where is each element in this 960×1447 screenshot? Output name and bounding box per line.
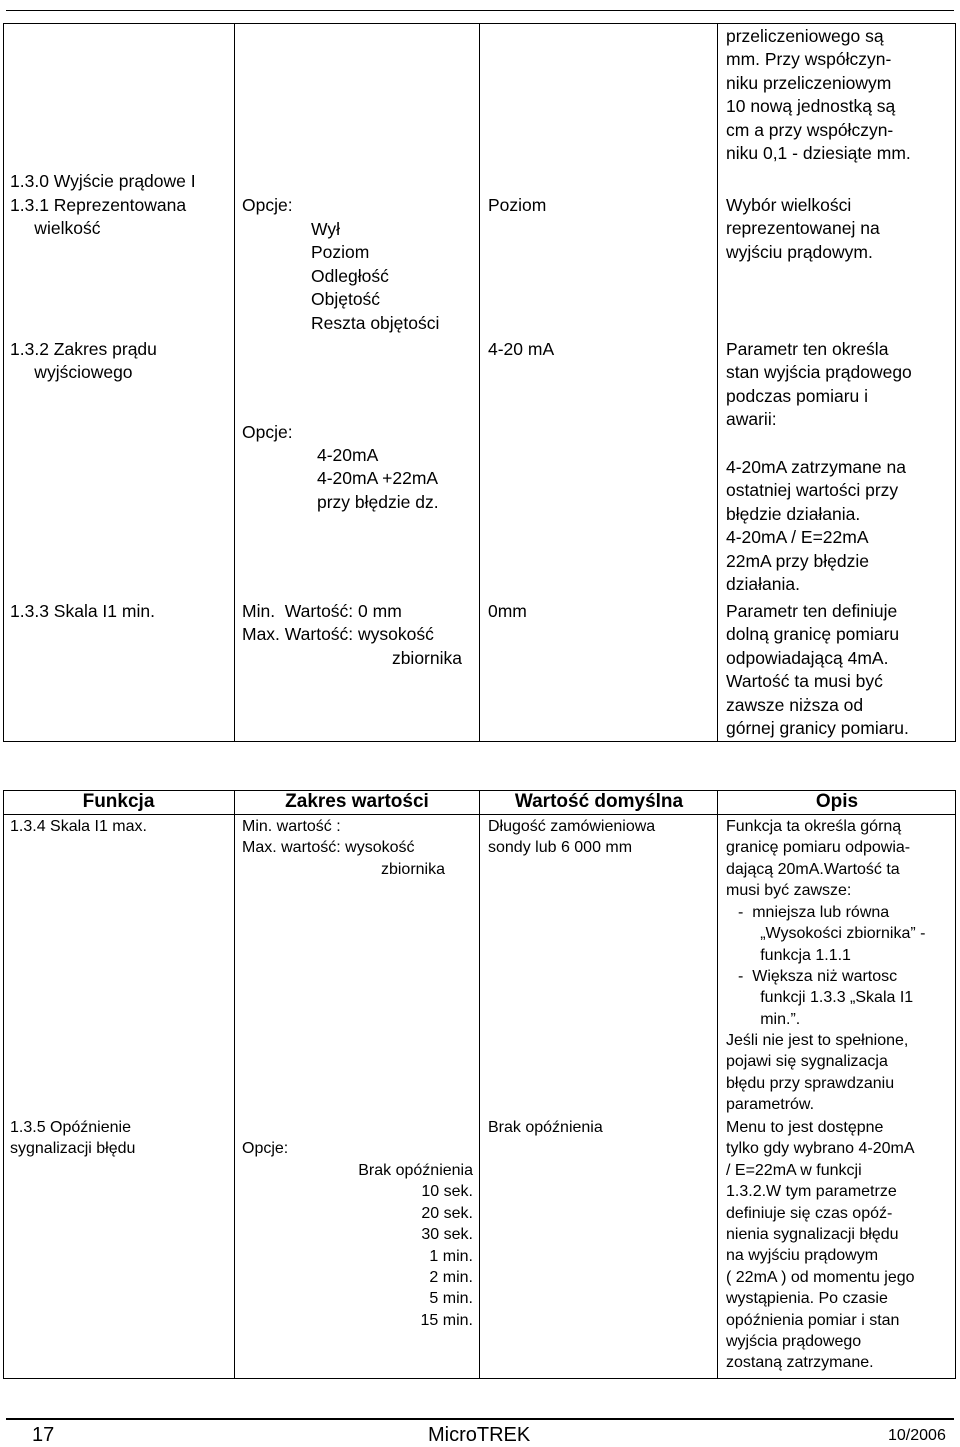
func-1-3-5: 1.3.5 Opóźnienie sygnalizacji błędu: [10, 1119, 136, 1158]
range-1-3-3: Min. Wartość: 0 mm Max. Wartość: wysokość: [242, 601, 434, 645]
default-1-3-5: Brak opóźnienia: [488, 1119, 603, 1136]
func-1-3-2: 1.3.2 Zakres prądu wyjściowego: [10, 339, 157, 383]
range-options-1-3-1: Wył Poziom Odległość Objętość Reszta objętości: [311, 219, 440, 333]
header-range: Zakres wartości: [285, 791, 429, 812]
range-options-1-3-2: 4-20mA 4-20mA +22mA przy błędzie dz.: [317, 445, 439, 512]
default-1-3-4: Długość zamówieniowa sondy lub 6 000 mm: [488, 818, 656, 857]
func-1-3-3: 1.3.3 Skala I1 min.: [10, 601, 155, 621]
range-1-3-4-tail: zbiornika: [380, 861, 445, 878]
top-rule: [6, 10, 954, 11]
desc-1-3-4-bullet-1: - mniejsza lub równa „Wysokości zbiornika” - funkcja 1.1.1: [738, 904, 926, 964]
desc-1-3-2-intro: Parametr ten określa stan wyjścia prądowego podczas pomiaru i awarii:: [726, 339, 912, 430]
func-1-3-1: 1.3.1 Reprezentowana wielkość: [10, 195, 187, 239]
brand-name: MicroTREK: [428, 1424, 531, 1446]
desc-1-3-4-outro: Jeśli nie jest to spełnione, pojawi się sygnalizacja błędu przy sprawdzaniu parametrów.: [726, 1032, 909, 1114]
range-label-1-3-2: Opcje:: [242, 422, 293, 442]
func-1-3-4: 1.3.4 Skala I1 max.: [10, 818, 147, 835]
desc-1-3-4-intro: Funkcja ta określa górną granicę pomiaru odpowia- dającą 20mA.Wartość ta musi być zawsze:: [726, 818, 911, 900]
body-cell-default: [480, 815, 718, 1379]
desc-1-3-4-bullet-2: - Większa niż wartosc funkcji 1.3.3 „Skala I1 min.”.: [738, 968, 914, 1028]
page-number: 17: [32, 1424, 55, 1446]
desc-continued: przeliczeniowego są mm. Przy współczyn- niku przeliczeniowym 10 nową jednostką są cm a przy współczyn- niku 0,1 - dziesiąte mm.: [726, 26, 911, 164]
col-default: [480, 24, 718, 742]
desc-1-3-1: Wybór wielkości reprezentowanej na wyjściu prądowym.: [726, 195, 880, 262]
desc-1-3-3: Parametr ten definiuje dolną granicę pomiaru odpowiadającą 4mA. Wartość ta musi być zawsze niższa od górnej granicy pomiaru.: [726, 601, 909, 739]
header-default: Wartość domyślna: [514, 791, 684, 812]
footer-rule: [6, 1418, 954, 1420]
range-label-1-3-1: Opcje:: [242, 195, 293, 215]
range-options-1-3-5: Brak opóźnienia 10 sek. 20 sek. 30 sek. 1 min. 2 min. 5 min. 15 min.: [358, 1162, 473, 1329]
range-label-1-3-5: Opcje:: [242, 1140, 289, 1157]
default-1-3-3: 0mm: [488, 601, 527, 621]
section-heading: 1.3.0 Wyjście prądowe I: [10, 171, 196, 191]
issue-date: 10/2006: [888, 1427, 946, 1444]
range-1-3-3-tail: zbiornika: [391, 648, 462, 668]
body-cell-function: [4, 815, 235, 1379]
desc-1-3-2-details: 4-20mA zatrzymane na ostatniej wartości przy błędzie działania. 4-20mA / E=22mA 22mA przy błędzie działania.: [726, 457, 906, 595]
header-function: Funkcja: [82, 791, 155, 812]
desc-1-3-5: Menu to jest dostępne tylko gdy wybrano 4-20mA / E=22mA w funkcji 1.3.2.W tym parametrze definiuje się czas opóź- nienia sygnalizacji błędu na wyjściu prądowym ( 22mA ) od momentu jego wystąpienia. Po czasie opóźnienia pomiar i stan wyjścia prądowego zostaną zatrzymane.: [726, 1119, 915, 1372]
header-description: Opis: [815, 791, 859, 812]
default-1-3-1: Poziom: [488, 195, 547, 215]
default-1-3-2: 4-20 mA: [488, 339, 555, 359]
range-1-3-4: Min. wartość : Max. wartość: wysokość: [242, 818, 415, 857]
